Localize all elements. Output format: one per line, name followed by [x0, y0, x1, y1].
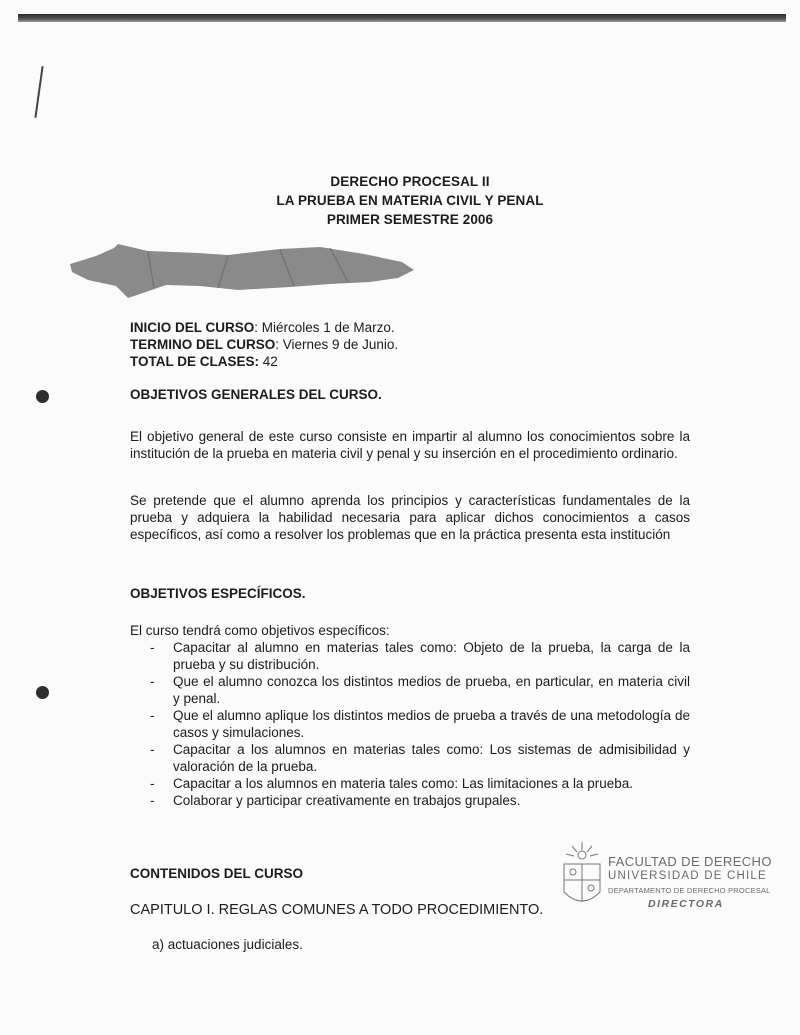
list-item-text: Capacitar a los alumnos en materias tales como: Los sistemas de admisibilidad y valoración de la prueba.: [173, 742, 690, 774]
doc-title-line-3: PRIMER SEMESTRE 2006: [326, 212, 494, 227]
list-item: - Colaborar y participar creativamente en trabajos grupales.: [150, 793, 521, 808]
faculty-stamp: [556, 840, 776, 920]
stamp-line-4: DIRECTORA: [648, 898, 724, 910]
list-item-text: Que el alumno conozca los distintos medios de prueba, en particular, en materia civil y penal.: [173, 674, 690, 706]
general-objectives-heading: OBJETIVOS GENERALES DEL CURSO.: [130, 387, 382, 402]
general-objectives-paragraph-1: El objetivo general de este curso consiste en impartir al alumno los conocimientos sobre la institución de la prueba en materia civil y penal y su inserción en el procedimiento ordinario.: [130, 429, 690, 461]
chapter-title: CAPITULO I. REGLAS COMUNES A TODO PROCEDIMIENTO.: [130, 902, 544, 918]
stamp-line-3: DEPARTAMENTO DE DERECHO PROCESAL: [608, 886, 771, 895]
course-start-value: Miércoles 1 de Marzo.: [261, 320, 395, 335]
list-item-text: Capacitar al alumno en materias tales como: Objeto de la prueba, la carga de la prueba y su distribución.: [173, 640, 690, 672]
total-classes-label: TOTAL DE CLASES:: [130, 354, 260, 369]
course-end-value: Viernes 9 de Junio.: [282, 337, 399, 352]
punch-hole-top: [36, 390, 49, 403]
specific-objectives-intro: El curso tendrá como objetivos específicos:: [130, 623, 390, 638]
university-seal-icon: [558, 840, 608, 914]
course-end-label: TERMINO DEL CURSO: [130, 337, 276, 352]
total-classes-value: 42: [262, 354, 278, 369]
doc-title-line-2: LA PRUEBA EN MATERIA CIVIL Y PENAL: [276, 193, 544, 208]
total-classes-row: [130, 353, 398, 370]
list-item-text: Colaborar y participar creativamente en trabajos grupales.: [173, 793, 521, 808]
course-info: [130, 319, 398, 370]
list-item: - Capacitar al alumno en materias tales como: Objeto de la prueba, la carga de la prueba y su distribución.: [150, 640, 690, 672]
course-end-row: [130, 336, 398, 353]
list-item-text: Capacitar a los alumnos en materia tales como: Las limitaciones a la prueba.: [173, 776, 633, 791]
list-item: - Que el alumno conozca los distintos medios de prueba, en particular, en materia civil y penal.: [150, 674, 690, 706]
course-start-row: [130, 319, 398, 336]
stamp-line-1: FACULTAD DE DERECHO: [608, 854, 772, 869]
course-start-label: INICIO DEL CURSO: [130, 320, 255, 335]
general-objectives-paragraph-2: Se pretende que el alumno aprenda los principios y características fundamentales de la prueba y adquiera la habilidad necesaria para aplicar dichos conocimientos a casos específicos, así como a resolver los problemas que en la práctica presenta esta institución: [130, 493, 690, 542]
course-end-sep: :: [275, 337, 283, 352]
list-item: - Capacitar a los alumnos en materias tales como: Los sistemas de admisibilidad y valoración de la prueba.: [150, 742, 690, 774]
course-start-sep: :: [254, 320, 262, 335]
list-item-text: Que el alumno aplique los distintos medios de prueba a través de una metodología de casos y simulaciones.: [173, 708, 690, 740]
chapter-sub-item: a) actuaciones judiciales.: [152, 937, 303, 952]
list-item: - Que el alumno aplique los distintos medios de prueba a través de una metodología de casos y simulaciones.: [150, 708, 690, 740]
specific-objectives-heading: OBJETIVOS ESPECÍFICOS.: [130, 586, 306, 601]
scan-top-edge: [18, 14, 786, 22]
punch-hole-bottom: [36, 686, 49, 699]
specific-objectives-list: [130, 639, 690, 809]
pen-mark: [34, 66, 43, 118]
list-item: - Capacitar a los alumnos en materia tales como: Las limitaciones a la prueba.: [150, 776, 633, 791]
redaction-mark: [68, 242, 428, 302]
stamp-line-2: UNIVERSIDAD DE CHILE: [608, 870, 767, 882]
contents-heading: CONTENIDOS DEL CURSO: [130, 866, 304, 881]
doc-title-line-1: DERECHO PROCESAL II: [330, 174, 490, 189]
